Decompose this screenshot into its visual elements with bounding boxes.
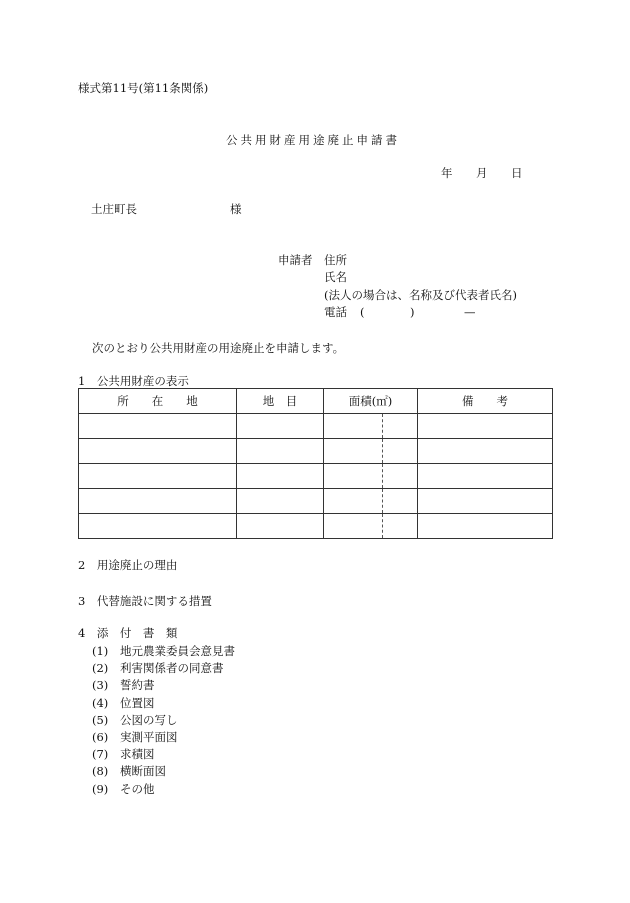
header-area: 面積(㎡)	[324, 389, 418, 414]
attachment-label: 横断面図	[120, 764, 166, 779]
cell-location[interactable]	[79, 514, 237, 539]
table-row	[79, 489, 553, 514]
addressee-name: 土庄町長	[91, 202, 137, 216]
date-month: 月	[476, 166, 488, 180]
property-table	[78, 388, 553, 539]
phone-close-paren: )	[410, 305, 415, 319]
addressee-honorific: 様	[230, 202, 242, 216]
phone-open-paren: (	[360, 305, 365, 319]
cell-area-integer[interactable]	[324, 514, 383, 539]
attachment-label: 実測平面図	[120, 730, 178, 744]
attachment-label: 地元農業委員会意見書	[120, 644, 235, 658]
header-remarks: 備 考	[418, 389, 553, 414]
cell-remarks[interactable]	[418, 439, 553, 464]
table-row	[79, 414, 553, 439]
date-day: 日	[511, 166, 523, 180]
cell-location[interactable]	[79, 464, 237, 489]
cell-location[interactable]	[79, 439, 237, 464]
cell-area-decimal[interactable]	[383, 464, 418, 489]
attachment-number: (2)	[92, 661, 109, 676]
attachment-item	[92, 712, 178, 727]
table-row	[79, 514, 553, 539]
cell-remarks[interactable]	[418, 514, 553, 539]
form-number: 様式第11号(第11条関係)	[78, 81, 209, 95]
table-row	[79, 464, 553, 489]
cell-location[interactable]	[79, 489, 237, 514]
attachment-item	[92, 695, 155, 710]
cell-area-integer[interactable]	[324, 489, 383, 514]
cell-land-category[interactable]	[237, 464, 324, 489]
cell-land-category[interactable]	[237, 414, 324, 439]
applicant-label: 申請者	[278, 253, 313, 267]
attachment-number: (6)	[92, 730, 109, 744]
corporation-note: (法人の場合は、名称及び代表者氏名)	[324, 288, 517, 302]
attachment-number: (5)	[92, 712, 109, 727]
cell-remarks[interactable]	[418, 464, 553, 489]
attachment-label: その他	[120, 781, 155, 796]
phone-label: 電話	[324, 305, 347, 319]
attachment-number: (7)	[92, 747, 109, 762]
applicant-name-label: 氏名	[324, 270, 347, 284]
cell-land-category[interactable]	[237, 439, 324, 464]
header-land-category: 地 目	[237, 389, 324, 414]
attachment-item	[92, 766, 166, 778]
section3-title: 3 代替施設に関する措置	[78, 594, 212, 608]
section2-title: 2 用途廃止の理由	[78, 558, 178, 572]
section1-title: 1 公共用財産の表示	[78, 374, 189, 388]
cell-area-decimal[interactable]	[383, 514, 418, 539]
cell-area-decimal[interactable]	[383, 414, 418, 439]
cell-remarks[interactable]	[418, 489, 553, 514]
attachment-item	[92, 646, 235, 658]
applicant-address-label: 住所	[324, 253, 347, 267]
attachment-number: (9)	[92, 781, 109, 796]
cell-area-decimal[interactable]	[383, 489, 418, 514]
cell-area-integer[interactable]	[324, 414, 383, 439]
attachment-item	[92, 781, 155, 796]
document-title: 公共用財産用途廃止申請書	[226, 133, 400, 147]
cell-remarks[interactable]	[418, 414, 553, 439]
date-year: 年	[441, 166, 453, 180]
attachment-number: (1)	[92, 644, 109, 658]
attachment-label: 誓約書	[120, 678, 155, 693]
attachment-item	[92, 749, 155, 761]
cell-area-integer[interactable]	[324, 464, 383, 489]
intro-text: 次のとおり公共用財産の用途廃止を申請します。	[92, 341, 345, 355]
attachment-number: (8)	[92, 764, 109, 779]
cell-location[interactable]	[79, 414, 237, 439]
attachment-number: (4)	[92, 695, 109, 710]
attachment-item	[92, 663, 224, 675]
attachment-label: 公図の写し	[120, 712, 178, 727]
table-row	[79, 439, 553, 464]
section4-title: 4 添 付 書 類	[78, 626, 178, 640]
attachment-label: 位置図	[120, 695, 155, 710]
attachment-label: 利害関係者の同意書	[120, 661, 224, 676]
table-header-row	[79, 389, 553, 414]
attachment-label: 求積図	[120, 747, 155, 762]
cell-area-decimal[interactable]	[383, 439, 418, 464]
phone-dash: —	[464, 305, 476, 319]
attachment-item	[92, 732, 178, 744]
attachment-item	[92, 680, 155, 692]
cell-land-category[interactable]	[237, 489, 324, 514]
cell-area-integer[interactable]	[324, 439, 383, 464]
header-location: 所 在 地	[79, 389, 237, 414]
cell-land-category[interactable]	[237, 514, 324, 539]
attachment-number: (3)	[92, 678, 109, 693]
